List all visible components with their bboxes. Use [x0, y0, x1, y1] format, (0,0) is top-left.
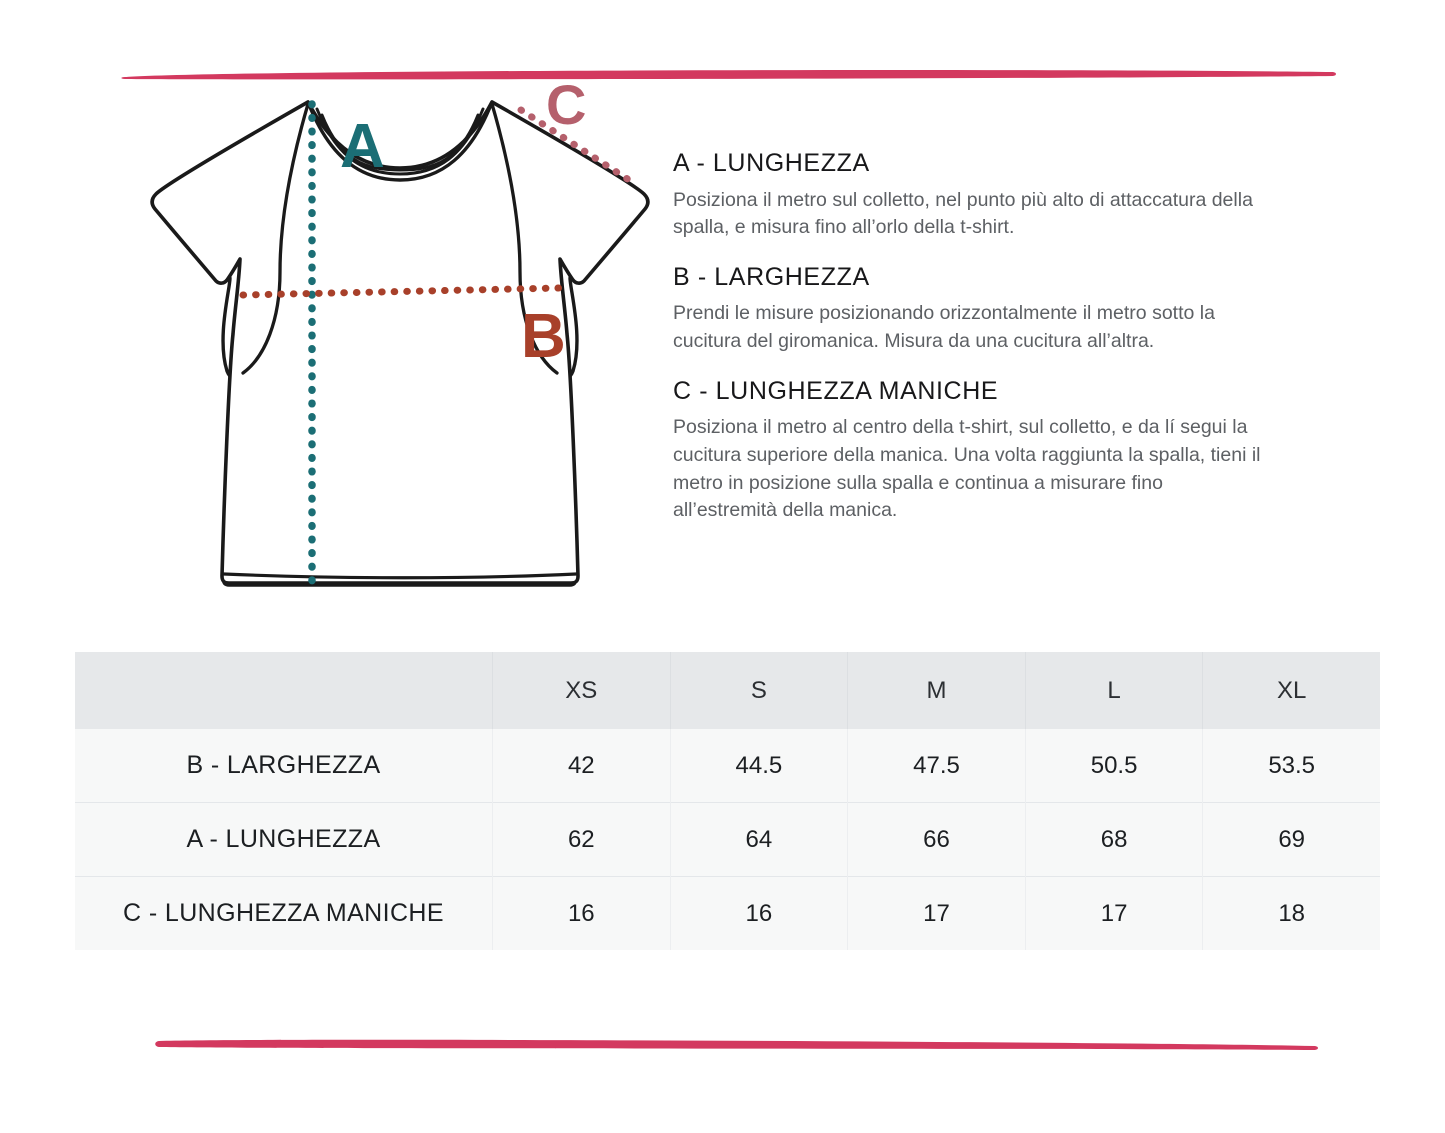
instructions-panel — [673, 150, 1273, 547]
cell-maniche-xs: 16 — [493, 877, 671, 951]
instruction-block-c — [673, 378, 1273, 525]
tshirt-svg — [140, 82, 660, 592]
rule-bottom-shape — [152, 1037, 1322, 1051]
rule-top-shape — [118, 66, 1340, 80]
decorative-rule-bottom — [152, 1037, 1322, 1051]
size-header-s: S — [670, 652, 848, 729]
size-chart-head — [75, 652, 1380, 729]
row-label-lunghezza: A - LUNGHEZZA — [75, 803, 493, 877]
cell-larghezza-xl: 53.5 — [1203, 729, 1380, 803]
size-header-xs: XS — [493, 652, 671, 729]
table-row — [75, 877, 1380, 951]
cell-maniche-l: 17 — [1025, 877, 1203, 951]
instruction-title-c: C - LUNGHEZZA MANICHE — [673, 376, 999, 405]
cell-lunghezza-s: 64 — [670, 803, 848, 877]
table-row — [75, 803, 1380, 877]
table-corner-cell — [75, 652, 493, 729]
size-chart-table-wrapper — [75, 652, 1363, 950]
instruction-title-b: B - LARGHEZZA — [673, 262, 870, 291]
table-row — [75, 729, 1380, 803]
cell-larghezza-m: 47.5 — [848, 729, 1026, 803]
size-header-xl: XL — [1203, 652, 1380, 729]
marker-label-a: A — [340, 112, 385, 181]
size-header-m: M — [848, 652, 1026, 729]
cell-lunghezza-xl: 69 — [1203, 803, 1380, 877]
size-header-l: L — [1025, 652, 1203, 729]
cell-maniche-xl: 18 — [1203, 877, 1380, 951]
decorative-rule-top — [118, 66, 1340, 80]
instruction-block-b — [673, 264, 1273, 356]
instruction-body-b: Prendi le misure posizionando orizzontalmente il metro sotto la cucitura del giromanica. Misura da una cucitura all’altra. — [673, 302, 1215, 353]
instruction-block-a — [673, 150, 1273, 242]
cell-lunghezza-l: 68 — [1025, 803, 1203, 877]
cell-maniche-m: 17 — [848, 877, 1026, 951]
marker-label-b: B — [521, 302, 566, 371]
cell-larghezza-l: 50.5 — [1025, 729, 1203, 803]
cell-larghezza-s: 44.5 — [670, 729, 848, 803]
marker-label-c: C — [546, 82, 587, 136]
tshirt-diagram — [140, 82, 660, 592]
cell-maniche-s: 16 — [670, 877, 848, 951]
table-header-row — [75, 652, 1380, 729]
instruction-body-c: Posiziona il metro al centro della t-shirt, sul colletto, e da lí segui la cucitura superiore della manica. Una volta raggiunta la spalla, tieni il metro in posizione sulla spalla e continua a misurare fino all’estremità della manica. — [673, 416, 1261, 522]
row-label-larghezza: B - LARGHEZZA — [75, 729, 493, 803]
size-chart-table — [75, 652, 1380, 950]
instruction-title-a: A - LUNGHEZZA — [673, 149, 870, 177]
cell-larghezza-xs: 42 — [493, 729, 671, 803]
instruction-body-a: Posiziona il metro sul colletto, nel punto più alto di attaccatura della spalla, e misura fino all’orlo della t-shirt. — [673, 188, 1253, 239]
row-label-maniche: C - LUNGHEZZA MANICHE — [75, 877, 493, 951]
cell-lunghezza-m: 66 — [848, 803, 1026, 877]
cell-lunghezza-xs: 62 — [493, 803, 671, 877]
size-chart-body — [75, 729, 1380, 950]
